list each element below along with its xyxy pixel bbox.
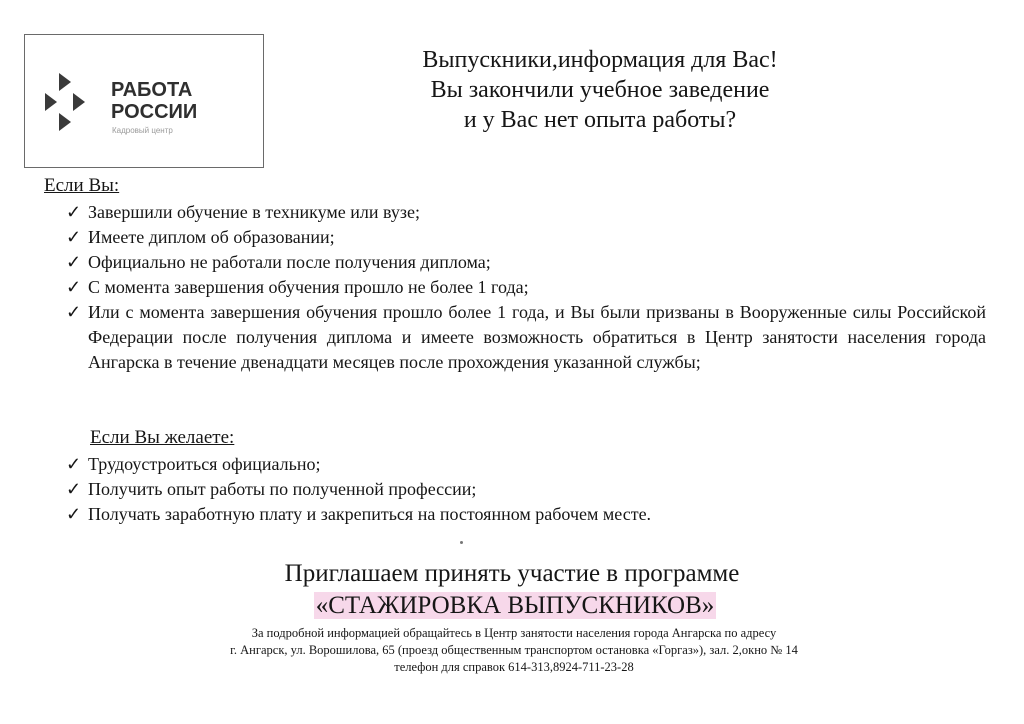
headline-line-1: Выпускники,информация для Вас! [422, 47, 778, 73]
checkmark-icon: ✓ [66, 202, 82, 222]
footer-line-1: За подробной информацией обращайтесь в Центр занятости населения города Ангарска по адресу [251, 626, 777, 640]
list-item-text: Или с момента завершения обучения прошло более 1 года, и Вы были призваны в Вооруженные силы Российской Федерации после получения диплома и имеете возможность обратиться в Центр занятости населения города Ангарска в течение двенадцати месяцев после прохождения указанной службы; [88, 302, 986, 372]
conditions-heading: Если Вы: [44, 175, 120, 196]
logo-line-1: РАБОТА [111, 79, 193, 101]
wishes-heading: Если Вы желаете: [90, 427, 235, 448]
list-item [66, 300, 986, 375]
headline-line-2: Вы закончили учебное заведение [430, 77, 770, 103]
conditions-list [66, 200, 986, 375]
list-item-text: Трудоустроиться официально; [88, 454, 321, 474]
list-item [66, 502, 651, 527]
list-item [66, 275, 986, 300]
program-name: «СТАЖИРОВКА ВЫПУСКНИКОВ» [315, 592, 715, 619]
list-item-text: С момента завершения обучения прошло не более 1 года; [88, 277, 529, 297]
list-item-text: Получать заработную плату и закрепиться на постоянном рабочем месте. [88, 504, 652, 524]
list-item-text: Завершили обучение в техникуме или вузе; [88, 202, 421, 222]
page-headline [360, 45, 840, 135]
list-item [66, 477, 651, 502]
checkmark-icon: ✓ [66, 227, 82, 247]
checkmark-icon: ✓ [66, 504, 82, 524]
list-item [66, 250, 986, 275]
list-item [66, 452, 651, 477]
invitation-text: Приглашаем принять участие в программе [284, 560, 740, 587]
list-item [66, 200, 986, 225]
wishes-list [66, 452, 651, 527]
chevron-arrows-icon [45, 73, 95, 131]
headline-line-3: и у Вас нет опыта работы? [463, 107, 737, 133]
footer-line-3: телефон для справок 614-313,8924-711-23-28 [394, 660, 634, 674]
logo-subtitle: Кадровый центр [112, 126, 173, 135]
checkmark-icon: ✓ [66, 454, 82, 474]
checkmark-icon: ✓ [66, 277, 82, 297]
logo-box [24, 34, 264, 168]
contact-footer [0, 625, 1024, 676]
program-title [0, 590, 1024, 622]
list-item-text: Имеете диплом об образовании; [88, 227, 335, 247]
checkmark-icon: ✓ [66, 479, 82, 499]
logo-line-2: РОССИИ [111, 101, 198, 123]
checkmark-icon: ✓ [66, 252, 82, 272]
list-item-text: Получить опыт работы по полученной профессии; [88, 479, 477, 499]
footer-line-2: г. Ангарск, ул. Ворошилова, 65 (проезд общественным транспортом остановка «Горгаз»), зал. 2,окно № 14 [230, 643, 798, 657]
checkmark-icon: ✓ [66, 302, 82, 322]
list-item [66, 225, 986, 250]
scan-speck [460, 541, 463, 544]
list-item-text: Официально не работали после получения диплома; [88, 252, 491, 272]
logo-wordmark [111, 79, 197, 123]
